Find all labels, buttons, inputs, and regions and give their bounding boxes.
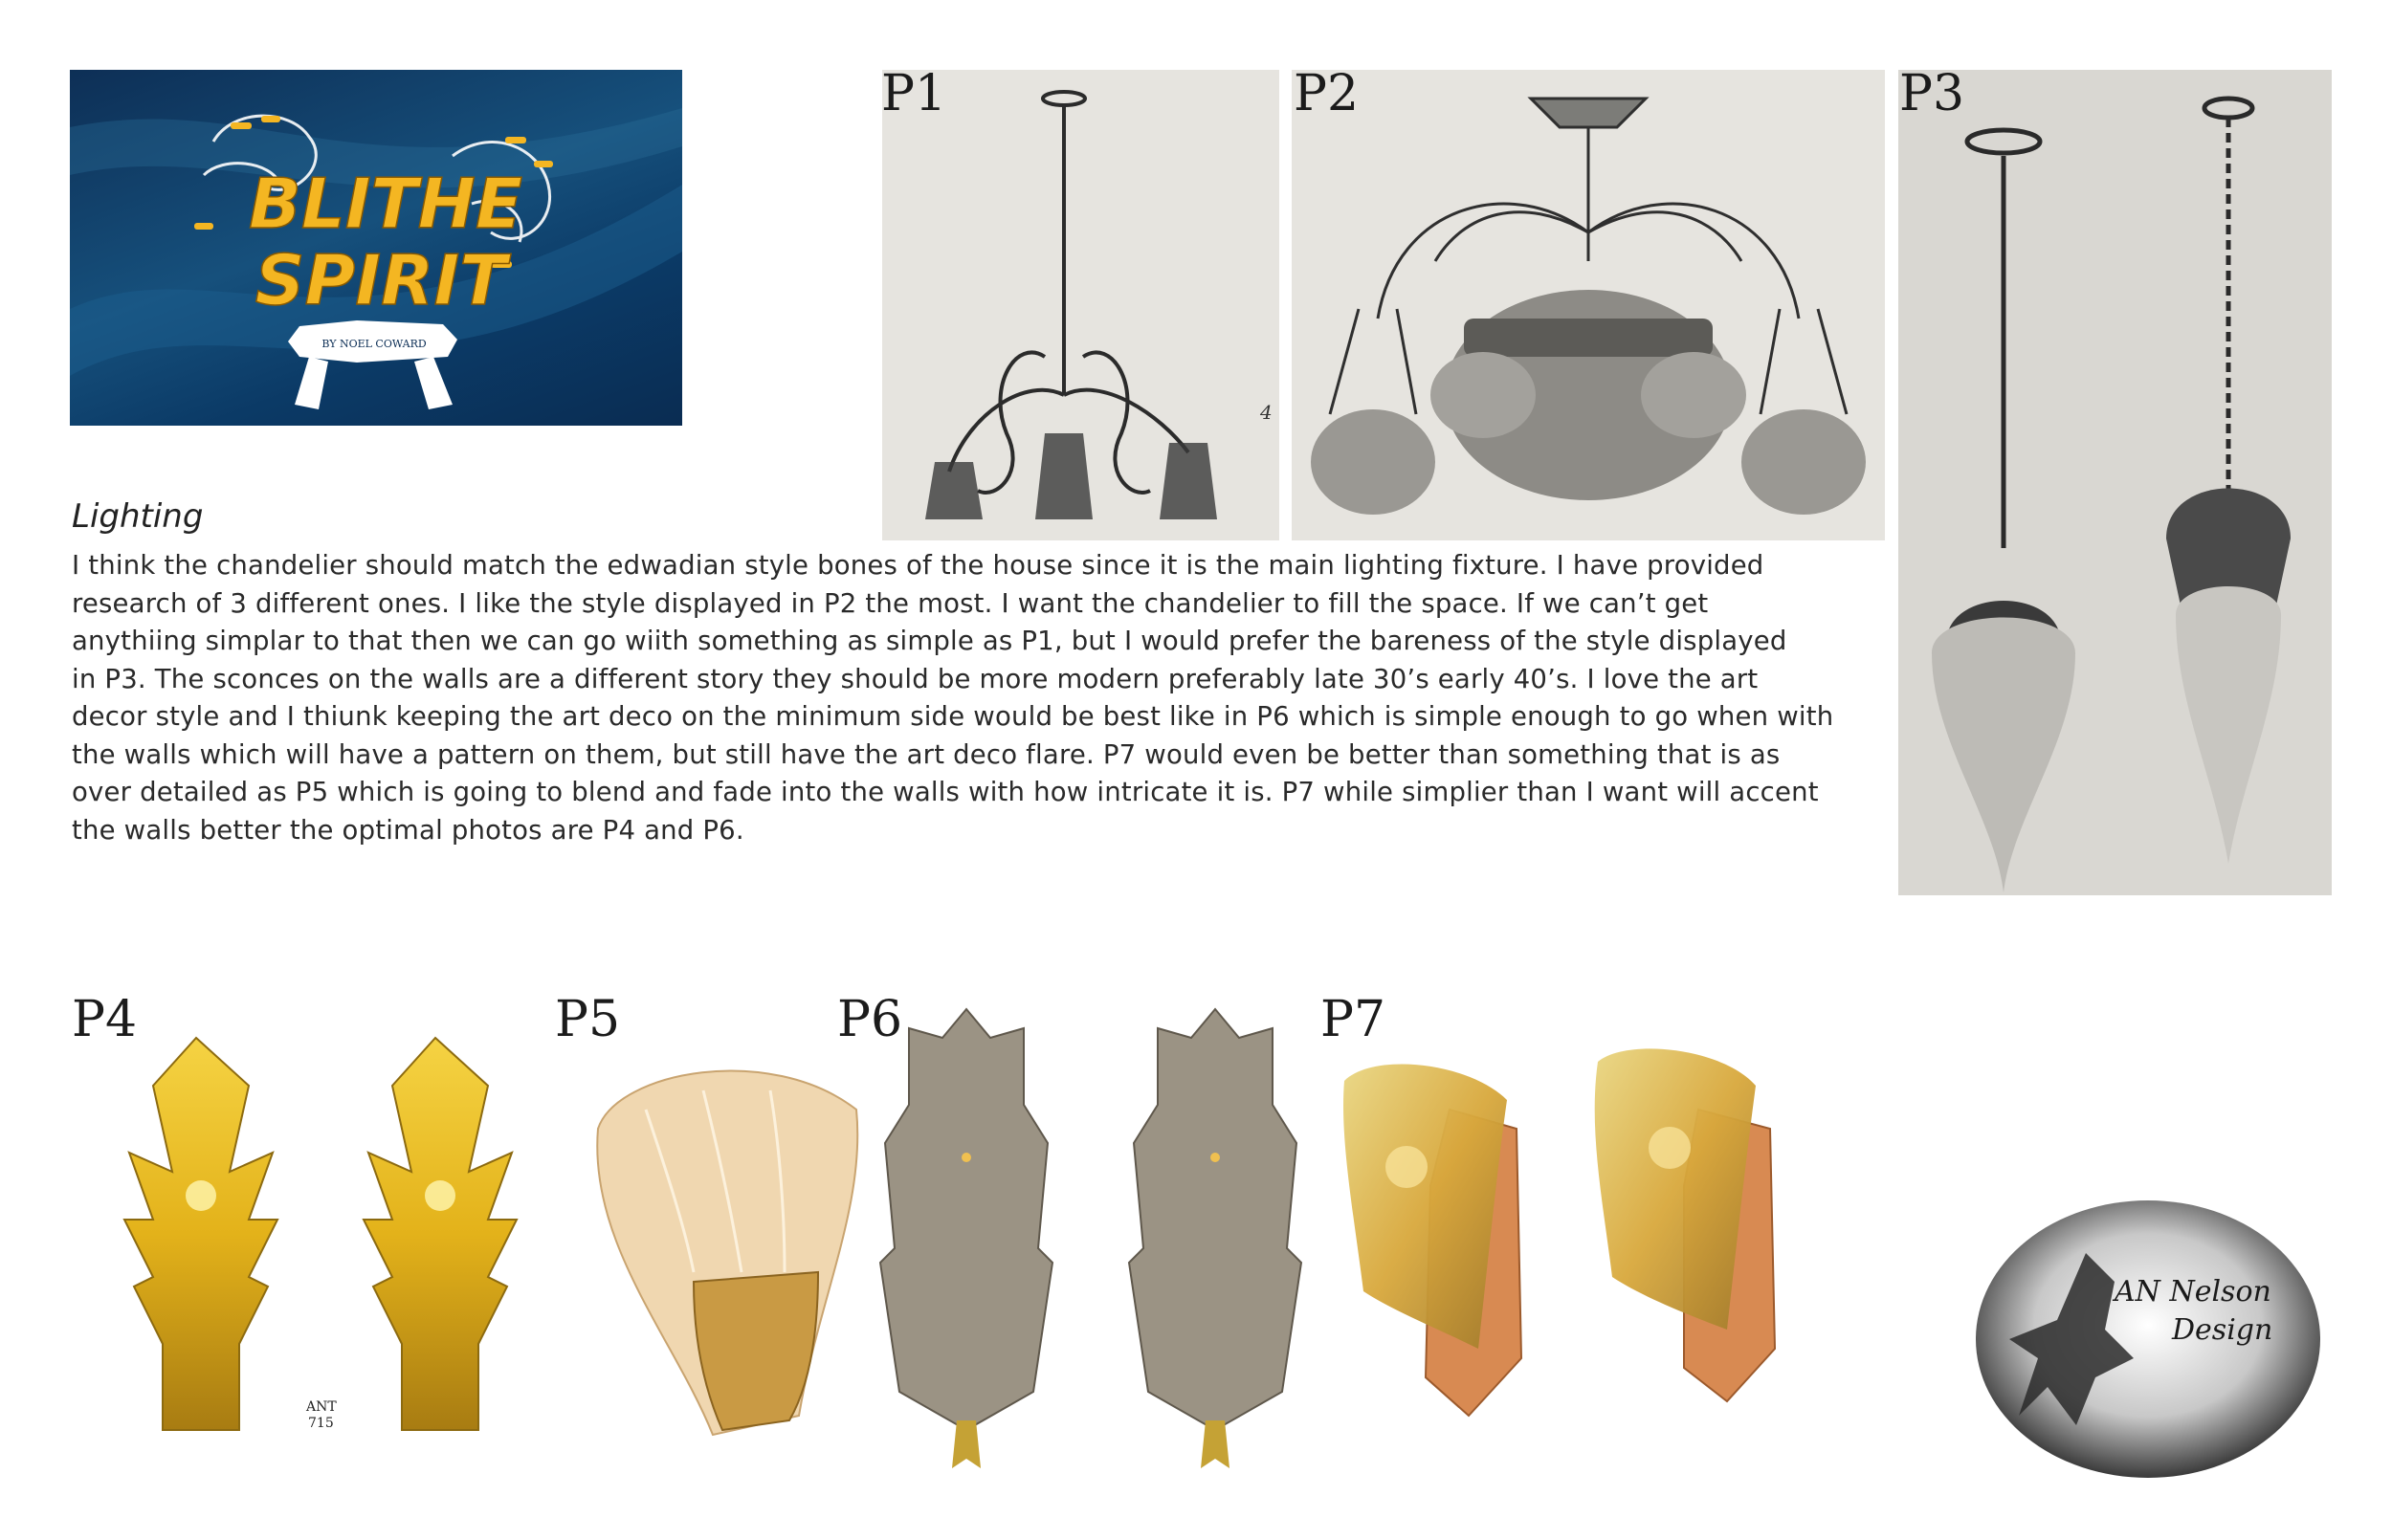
p4-sconce-photo bbox=[105, 1028, 545, 1449]
p1-chandelier-photo bbox=[881, 65, 1279, 540]
p5-sconce-photo bbox=[579, 1052, 875, 1444]
p5-label: P5 bbox=[555, 991, 621, 1048]
p3-label: P3 bbox=[1899, 65, 1965, 122]
p1-page-number: 4 bbox=[1260, 401, 1273, 424]
p7-label: P7 bbox=[1320, 991, 1386, 1048]
section-body bbox=[72, 547, 1890, 849]
p2-chandelier-photo bbox=[1292, 65, 1885, 540]
body-line: the walls which will have a pattern on them, but still have the art deco flare. P7 would even be better than something that is as bbox=[72, 738, 1781, 770]
logo-byline: BY NOEL COWARD bbox=[321, 338, 427, 350]
p1-label: P1 bbox=[881, 65, 947, 122]
emblem-line1: AN Nelson bbox=[2115, 1275, 2271, 1309]
section-heading: Lighting bbox=[72, 497, 204, 536]
p4-tag-line2: 715 bbox=[308, 1416, 334, 1431]
body-line: in P3. The sconces on the walls are a different story they should be more modern preferably late 30’s early 40’s. I love the art bbox=[72, 663, 1759, 694]
p6-sconce-photo bbox=[856, 1000, 1316, 1473]
body-line: decor style and I thiunk keeping the art deco on the minimum side would be best like in P6 which is simple enough to go when with bbox=[72, 701, 1834, 732]
logo-title-line2: SPIRIT bbox=[255, 240, 507, 320]
emblem-line2: Design bbox=[2172, 1313, 2273, 1347]
p3-pendant-photo bbox=[1898, 65, 2332, 895]
body-line: the walls better the optimal photos are P4 and P6. bbox=[72, 814, 744, 846]
body-line: anythiing simplar to that then we can go wiith something as simple as P1, but I would prefer the bareness of the style displayed bbox=[72, 626, 1787, 656]
p2-label: P2 bbox=[1294, 65, 1360, 122]
logo-title-line1: BLITHE bbox=[248, 164, 523, 244]
body-line: research of 3 different ones. I like the style displayed in P2 the most. I want the chandelier to fill the space. If we can’t get bbox=[72, 587, 1709, 619]
body-line: over detailed as P5 which is going to blend and fade into the walls with how intricate it is. P7 while simplier than I want will accent bbox=[72, 777, 1819, 807]
blithe-spirit-logo bbox=[70, 70, 682, 426]
body-line: I think the chandelier should match the edwadian style bones of the house since it is the main lighting fixture. I have provided bbox=[72, 550, 1764, 581]
p4-tag-line1: ANT bbox=[306, 1399, 337, 1415]
p6-label: P6 bbox=[837, 991, 903, 1048]
p7-sconce-photo bbox=[1335, 1043, 1789, 1444]
p4-label: P4 bbox=[72, 991, 138, 1048]
designer-emblem bbox=[1971, 1196, 2325, 1483]
